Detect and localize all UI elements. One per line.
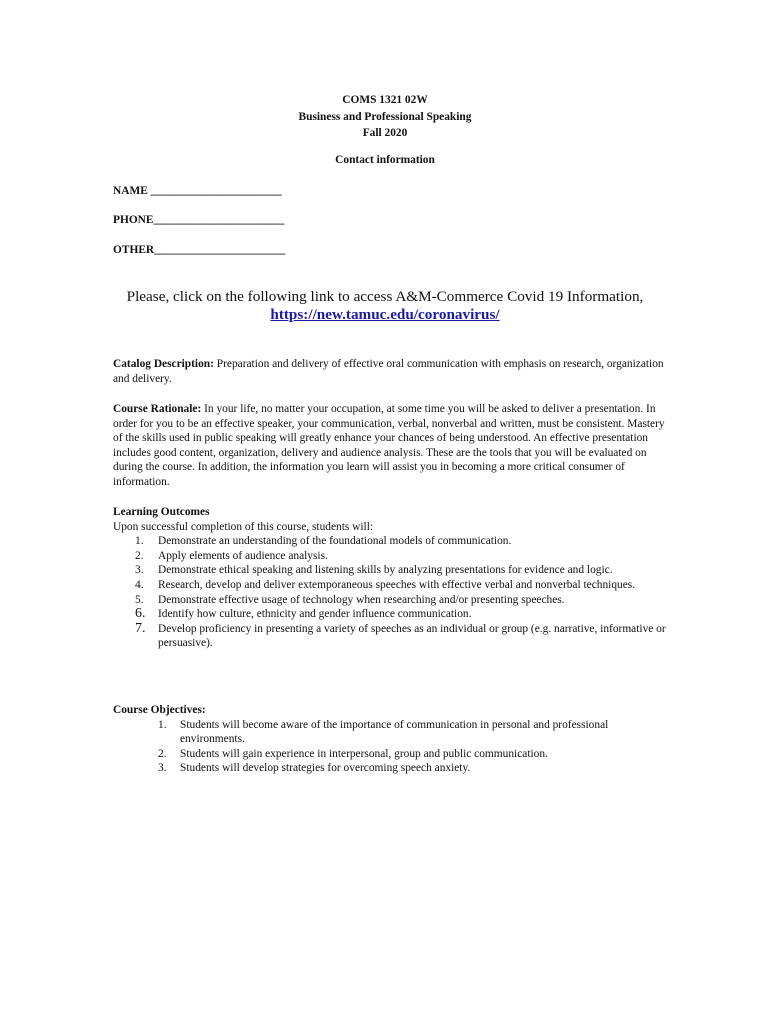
list-text: Research, develop and deliver extemporaneous speeches with effective verbal and nonverbal techniques. [158,578,636,591]
list-text: Students will gain experience in interpersonal, group and public communication. [180,747,548,760]
list-item [113,761,673,776]
list-text: Students will develop strategies for overcoming speech anxiety. [180,762,471,775]
learning-outcomes-title: Learning Outcomes [113,506,210,518]
list-number: 2. [135,549,144,562]
course-rationale [113,402,673,490]
learning-outcomes-intro: Upon successful completion of this course, students will: [113,520,374,533]
list-item [113,549,673,564]
course-objectives [113,703,673,776]
covid-text: Please, click on the following link to access A&M-Commerce Covid 19 Information, [126,288,644,305]
list-item [113,622,673,651]
list-item [113,563,673,578]
list-number: 2. [158,747,167,760]
list-text: Identify how culture, ethnicity and gender influence communication. [158,608,472,621]
list-number: 1. [158,718,167,731]
list-number: 7. [135,620,146,636]
catalog-text: Preparation and delivery of effective oral communication with emphasis on research, organization and delivery. [113,358,664,385]
course-term: Fall 2020 [362,127,408,139]
name-field: NAME _______________________ [113,185,282,197]
phone-field: PHONE_______________________ [113,214,285,226]
other-field: OTHER_______________________ [113,244,286,256]
list-item [113,578,673,593]
learning-outcomes-list [113,534,673,651]
list-item [113,718,673,747]
covid-notice [0,288,770,324]
list-text: Demonstrate an understanding of the foundational models of communication. [158,535,512,548]
catalog-description [113,357,673,386]
list-item [113,534,673,549]
rationale-label: Course Rationale: [113,403,202,415]
course-header [0,92,770,142]
list-item [113,747,673,762]
course-objectives-list [113,718,673,776]
learning-outcomes [113,505,673,651]
list-number: 3. [135,564,144,577]
list-item [113,607,673,622]
list-item [113,593,673,608]
list-number: 5. [135,593,144,606]
course-name: Business and Professional Speaking [298,110,472,123]
list-number: 4. [135,578,144,591]
catalog-label: Catalog Description: [113,358,214,370]
course-code: COMS 1321 02W [342,94,428,106]
list-number: 1. [135,535,144,548]
covid-link[interactable]: https://new.tamuc.edu/coronavirus/ [270,306,500,323]
list-text: Demonstrate ethical speaking and listening skills by analyzing presentations for evidence and logic. [158,564,613,577]
contact-title: Contact information [335,154,435,166]
list-text: Develop proficiency in presenting a variety of speeches as an individual or group (e.g. narrative, informative or persuasive). [158,622,666,650]
list-number: 6. [135,606,146,622]
rationale-text: In your life, no matter your occupation, at some time you will be asked to deliver a presentation. In order for you to be an effective speaker, your communication, verbal, nonverbal and written, must be consistent. Mastery of the skills used in public speaking will greatly enhance your chances of being understood. An effective presentation includes good content, organization, delivery and audience analysis. These are the tools that you will be evaluated on during the course. In addition, the information you learn will assist you in becoming a more critical consumer of information. [113,403,665,488]
list-text: Demonstrate effective usage of technology when researching and/or presenting speeches. [158,593,565,606]
list-text: Students will become aware of the importance of communication in personal and professional environments. [180,718,609,746]
list-number: 3. [158,762,167,775]
list-text: Apply elements of audience analysis. [158,549,328,562]
course-objectives-title: Course Objectives: [113,704,206,716]
